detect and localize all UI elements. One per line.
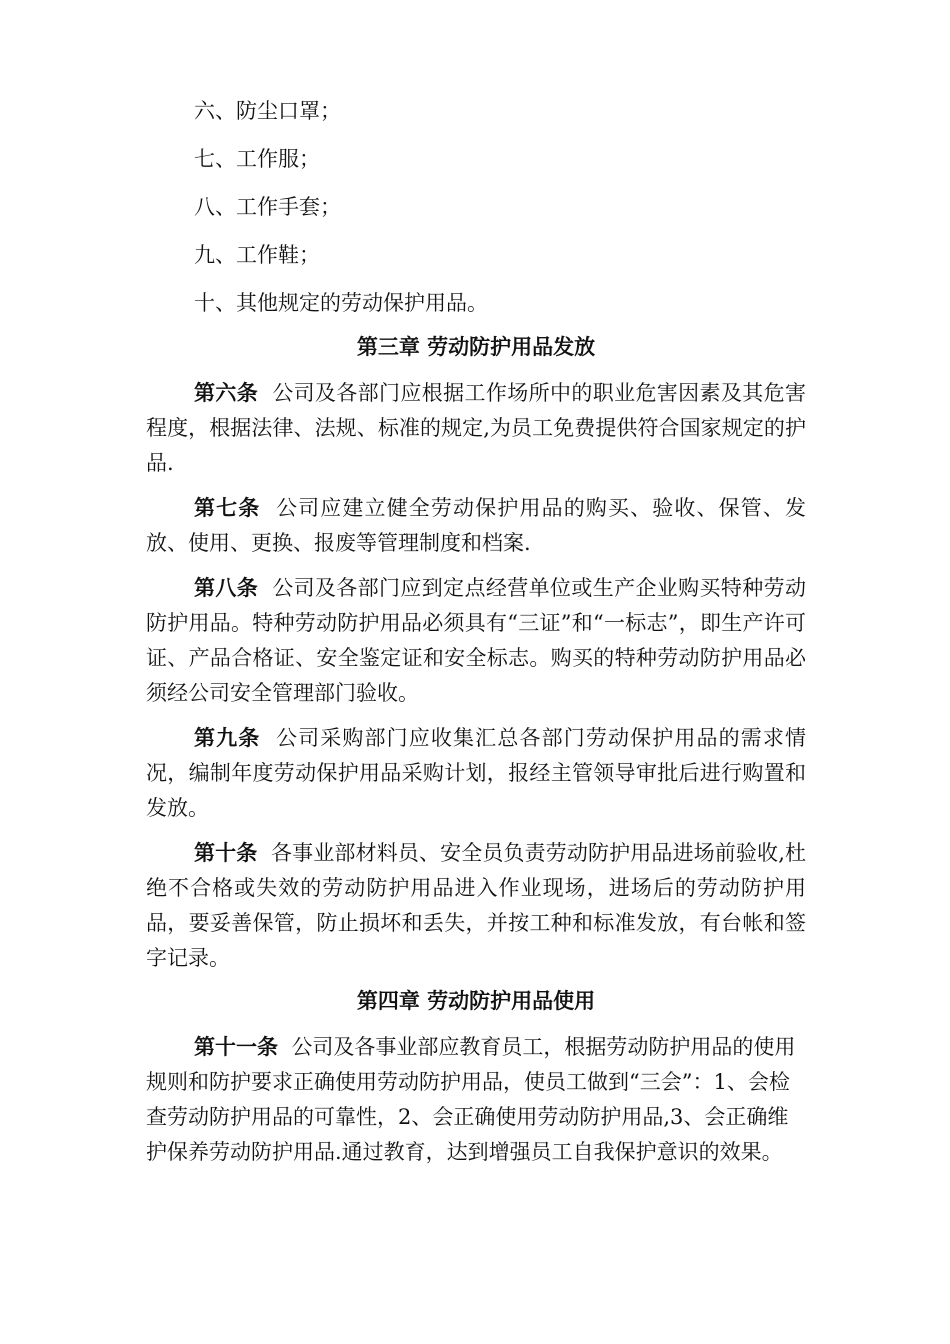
article-paragraph <box>146 376 806 481</box>
article-paragraph <box>146 571 806 711</box>
list-item: 十、其他规定的劳动保护用品。 <box>194 291 488 315</box>
article-paragraph <box>146 721 806 826</box>
document-body <box>146 96 806 1180</box>
article-text: 各事业部材料员、安全员负责劳动防护用品进场前验收,杜绝不合格或失效的劳动防护用品进入作业现场，进场后的劳动防护用品，要妥善保管，防止损坏和丢失，并按工种和标准发放，有台帐和签字记录。 <box>146 841 806 970</box>
chapter-heading: 第四章 劳动防护用品使用 <box>356 989 596 1013</box>
article-text: 公司应建立健全劳动保护用品的购买、验收、保管、发放、使用、更换、报废等管理制度和档案. <box>146 496 807 555</box>
article-label: 第七条 <box>194 496 261 520</box>
article-paragraph <box>146 1030 806 1170</box>
article-label: 第九条 <box>194 726 261 750</box>
article-label: 第十条 <box>194 841 258 865</box>
article-text: 公司及各部门应根据工作场所中的职业危害因素及其危害程度，根据法律、法规、标准的规定,为员工免费提供符合国家规定的护品. <box>146 381 807 475</box>
article-paragraph <box>146 491 806 561</box>
list-item: 七、工作服； <box>194 147 320 171</box>
article-label: 第十一条 <box>194 1035 278 1059</box>
article-label: 第八条 <box>194 576 259 600</box>
article-text: 公司及各部门应到定点经营单位或生产企业购买特种劳动防护用品。特种劳动防护用品必须具有“三证”和“一标志”，即生产许可证、产品合格证、安全鉴定证和安全标志。购买的特种劳动防护用品必须经公司安全管理部门验收。 <box>146 576 807 705</box>
list-item: 六、防尘口罩； <box>194 99 341 123</box>
list-item: 九、工作鞋； <box>194 243 320 267</box>
chapter-heading: 第三章 劳动防护用品发放 <box>356 335 596 359</box>
article-text: 公司及各事业部应教育员工，根据劳动防护用品的使用规则和防护要求正确使用劳动防护用品，使员工做到“三会”：1、会检查劳动防护用品的可靠性，2、会正确使用劳动防护用品,3、会正确维护保养劳动防护用品.通过教育，达到增强员工自我保护意识的效果。 <box>146 1035 796 1164</box>
list-item: 八、工作手套； <box>194 195 341 219</box>
article-label: 第六条 <box>194 381 259 405</box>
article-paragraph <box>146 836 806 976</box>
article-text: 公司采购部门应收集汇总各部门劳动保护用品的需求情况，编制年度劳动保护用品采购计划，报经主管领导审批后进行购置和发放。 <box>146 726 807 820</box>
